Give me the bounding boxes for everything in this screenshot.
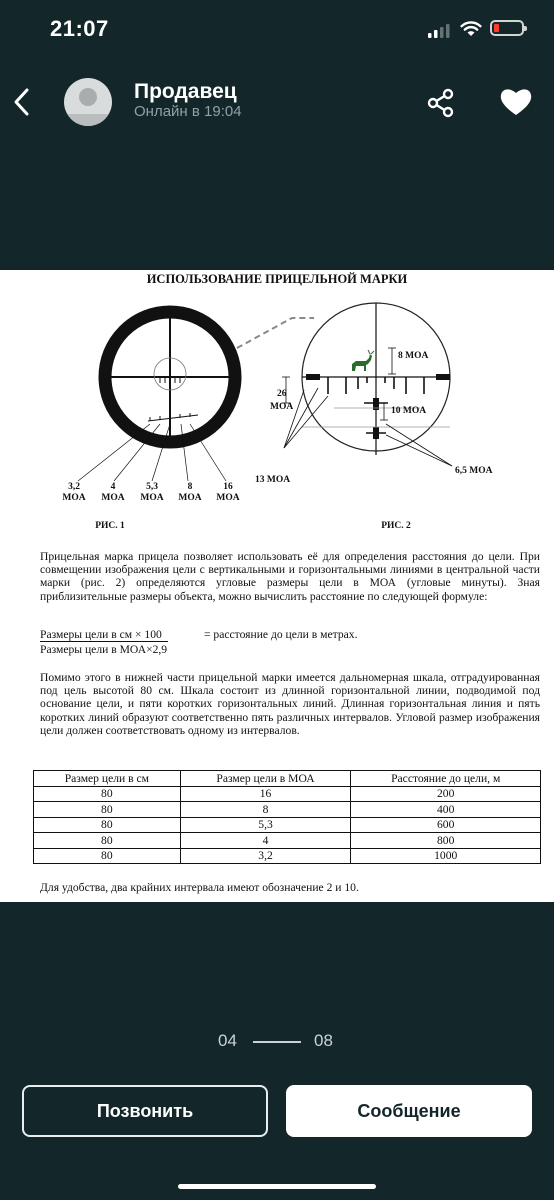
table-row (34, 817, 541, 833)
paragraph-2: Помимо этого в нижней части прицельной марки имеется дальномерная шкала, отградуированная под цель высотой 80 см. Шкала состоит из длинной горизонтальной линии, подводимой под основание цели, и пяти коротких горизонтальных линий. Длинная горизонтальная линия и пять коротких линий образуют соответственно пять различных интервалов. Угловой размер изображения цели должен соответствовать одному из интервалов. (40, 671, 540, 737)
fig1-label-value: 4 (110, 482, 116, 492)
fig2-caption: РИС. 2 (381, 521, 411, 531)
table-cell: 16 (180, 786, 351, 802)
table-row (34, 848, 541, 864)
status-time: 21:07 (50, 16, 109, 41)
table-cell: 80 (34, 848, 181, 864)
table-cell: 4 (180, 833, 351, 849)
fig2-label-10moa: 10 MOA (391, 406, 427, 416)
fig1-label-value: 16 (223, 482, 233, 492)
table-header: Расстояние до цели, м (351, 771, 541, 787)
fig1-label-value: 3,2 (68, 482, 80, 492)
call-button[interactable]: Позвонить (22, 1085, 268, 1137)
battery-icon (490, 20, 524, 36)
fig-connector (237, 318, 314, 348)
document-title: ИСПОЛЬЗОВАНИЕ ПРИЦЕЛЬНОЙ МАРКИ (146, 272, 408, 286)
chat-header (0, 70, 554, 140)
table-cell: 200 (351, 786, 541, 802)
table-cell: 8 (180, 802, 351, 818)
table-cell: 1000 (351, 848, 541, 864)
pager-total: 08 (314, 1031, 333, 1050)
fig1-reticle (78, 312, 235, 481)
share-icon[interactable] (424, 86, 458, 120)
table-cell: 600 (351, 817, 541, 833)
table-cell: 800 (351, 833, 541, 849)
formula-denominator: Размеры цели в МОА×2,9 (40, 643, 168, 656)
avatar-person-icon (64, 78, 112, 126)
seller-name: Продавец (134, 80, 237, 103)
pager-divider (253, 1041, 301, 1043)
fig1-label-value: 5,3 (146, 482, 158, 492)
wifi-icon (460, 20, 482, 37)
heart-icon[interactable] (499, 86, 533, 118)
table-cell: 3,2 (180, 848, 351, 864)
home-indicator[interactable] (178, 1184, 376, 1189)
fig1-caption: РИС. 1 (95, 521, 125, 531)
fig1-label-unit: MOA (101, 493, 125, 503)
online-status: Онлайн в 19:04 (134, 103, 242, 120)
status-bar (0, 0, 554, 60)
table-row (34, 833, 541, 849)
table-cell: 80 (34, 802, 181, 818)
fig2-label-26-unit: MOA (270, 402, 294, 412)
fig1-label-unit: MOA (62, 493, 86, 503)
table-cell: 80 (34, 817, 181, 833)
table-cell: 80 (34, 833, 181, 849)
message-button[interactable]: Сообщение (286, 1085, 532, 1137)
avatar[interactable] (64, 78, 112, 126)
image-pager (0, 1030, 554, 1052)
signal-icon (428, 24, 450, 38)
fig2-label-13moa: 13 MOA (255, 475, 291, 485)
table-header-row (34, 771, 541, 787)
fig1-label-unit: MOA (216, 493, 240, 503)
table-header: Размер цели в МОА (180, 771, 351, 787)
formula-equals: = расстояние до цели в метрах. (204, 628, 358, 641)
table-cell: 400 (351, 802, 541, 818)
back-arrow-icon[interactable] (12, 87, 32, 117)
fig2-reticle (282, 303, 452, 466)
fig1-label-value: 8 (187, 482, 193, 492)
moa-table (33, 770, 541, 864)
document-image[interactable] (0, 270, 554, 902)
table-row (34, 802, 541, 818)
paragraph-1: Прицельная марка прицела позволяет использовать её для определения расстояния до цели. При совмещении изображения цели с вертикальными и горизонтальными линиями в центральной части марки (рис. 2) определяются угловые размеры цели в МОА (угловые минуты). Зная приблизительные размеры объекта, можно вычислить расстояние по следующей формуле: (40, 550, 540, 603)
fig2-label-26: 26 (277, 389, 287, 399)
fig1-label-unit: MOA (178, 493, 202, 503)
table-row (34, 786, 541, 802)
footnote: Для удобства, два крайних интервала имеют обозначение 2 и 10. (40, 881, 359, 894)
pager-current: 04 (218, 1031, 237, 1050)
formula-numerator: Размеры цели в см × 100 (40, 628, 168, 642)
reticle-figures (0, 270, 554, 538)
fig1-label-unit: MOA (140, 493, 164, 503)
table-cell: 5,3 (180, 817, 351, 833)
table-cell: 80 (34, 786, 181, 802)
table-header: Размер цели в см (34, 771, 181, 787)
fig2-label-65moa: 6,5 MOA (455, 466, 493, 476)
fig2-label-8moa: 8 MOA (398, 351, 429, 361)
